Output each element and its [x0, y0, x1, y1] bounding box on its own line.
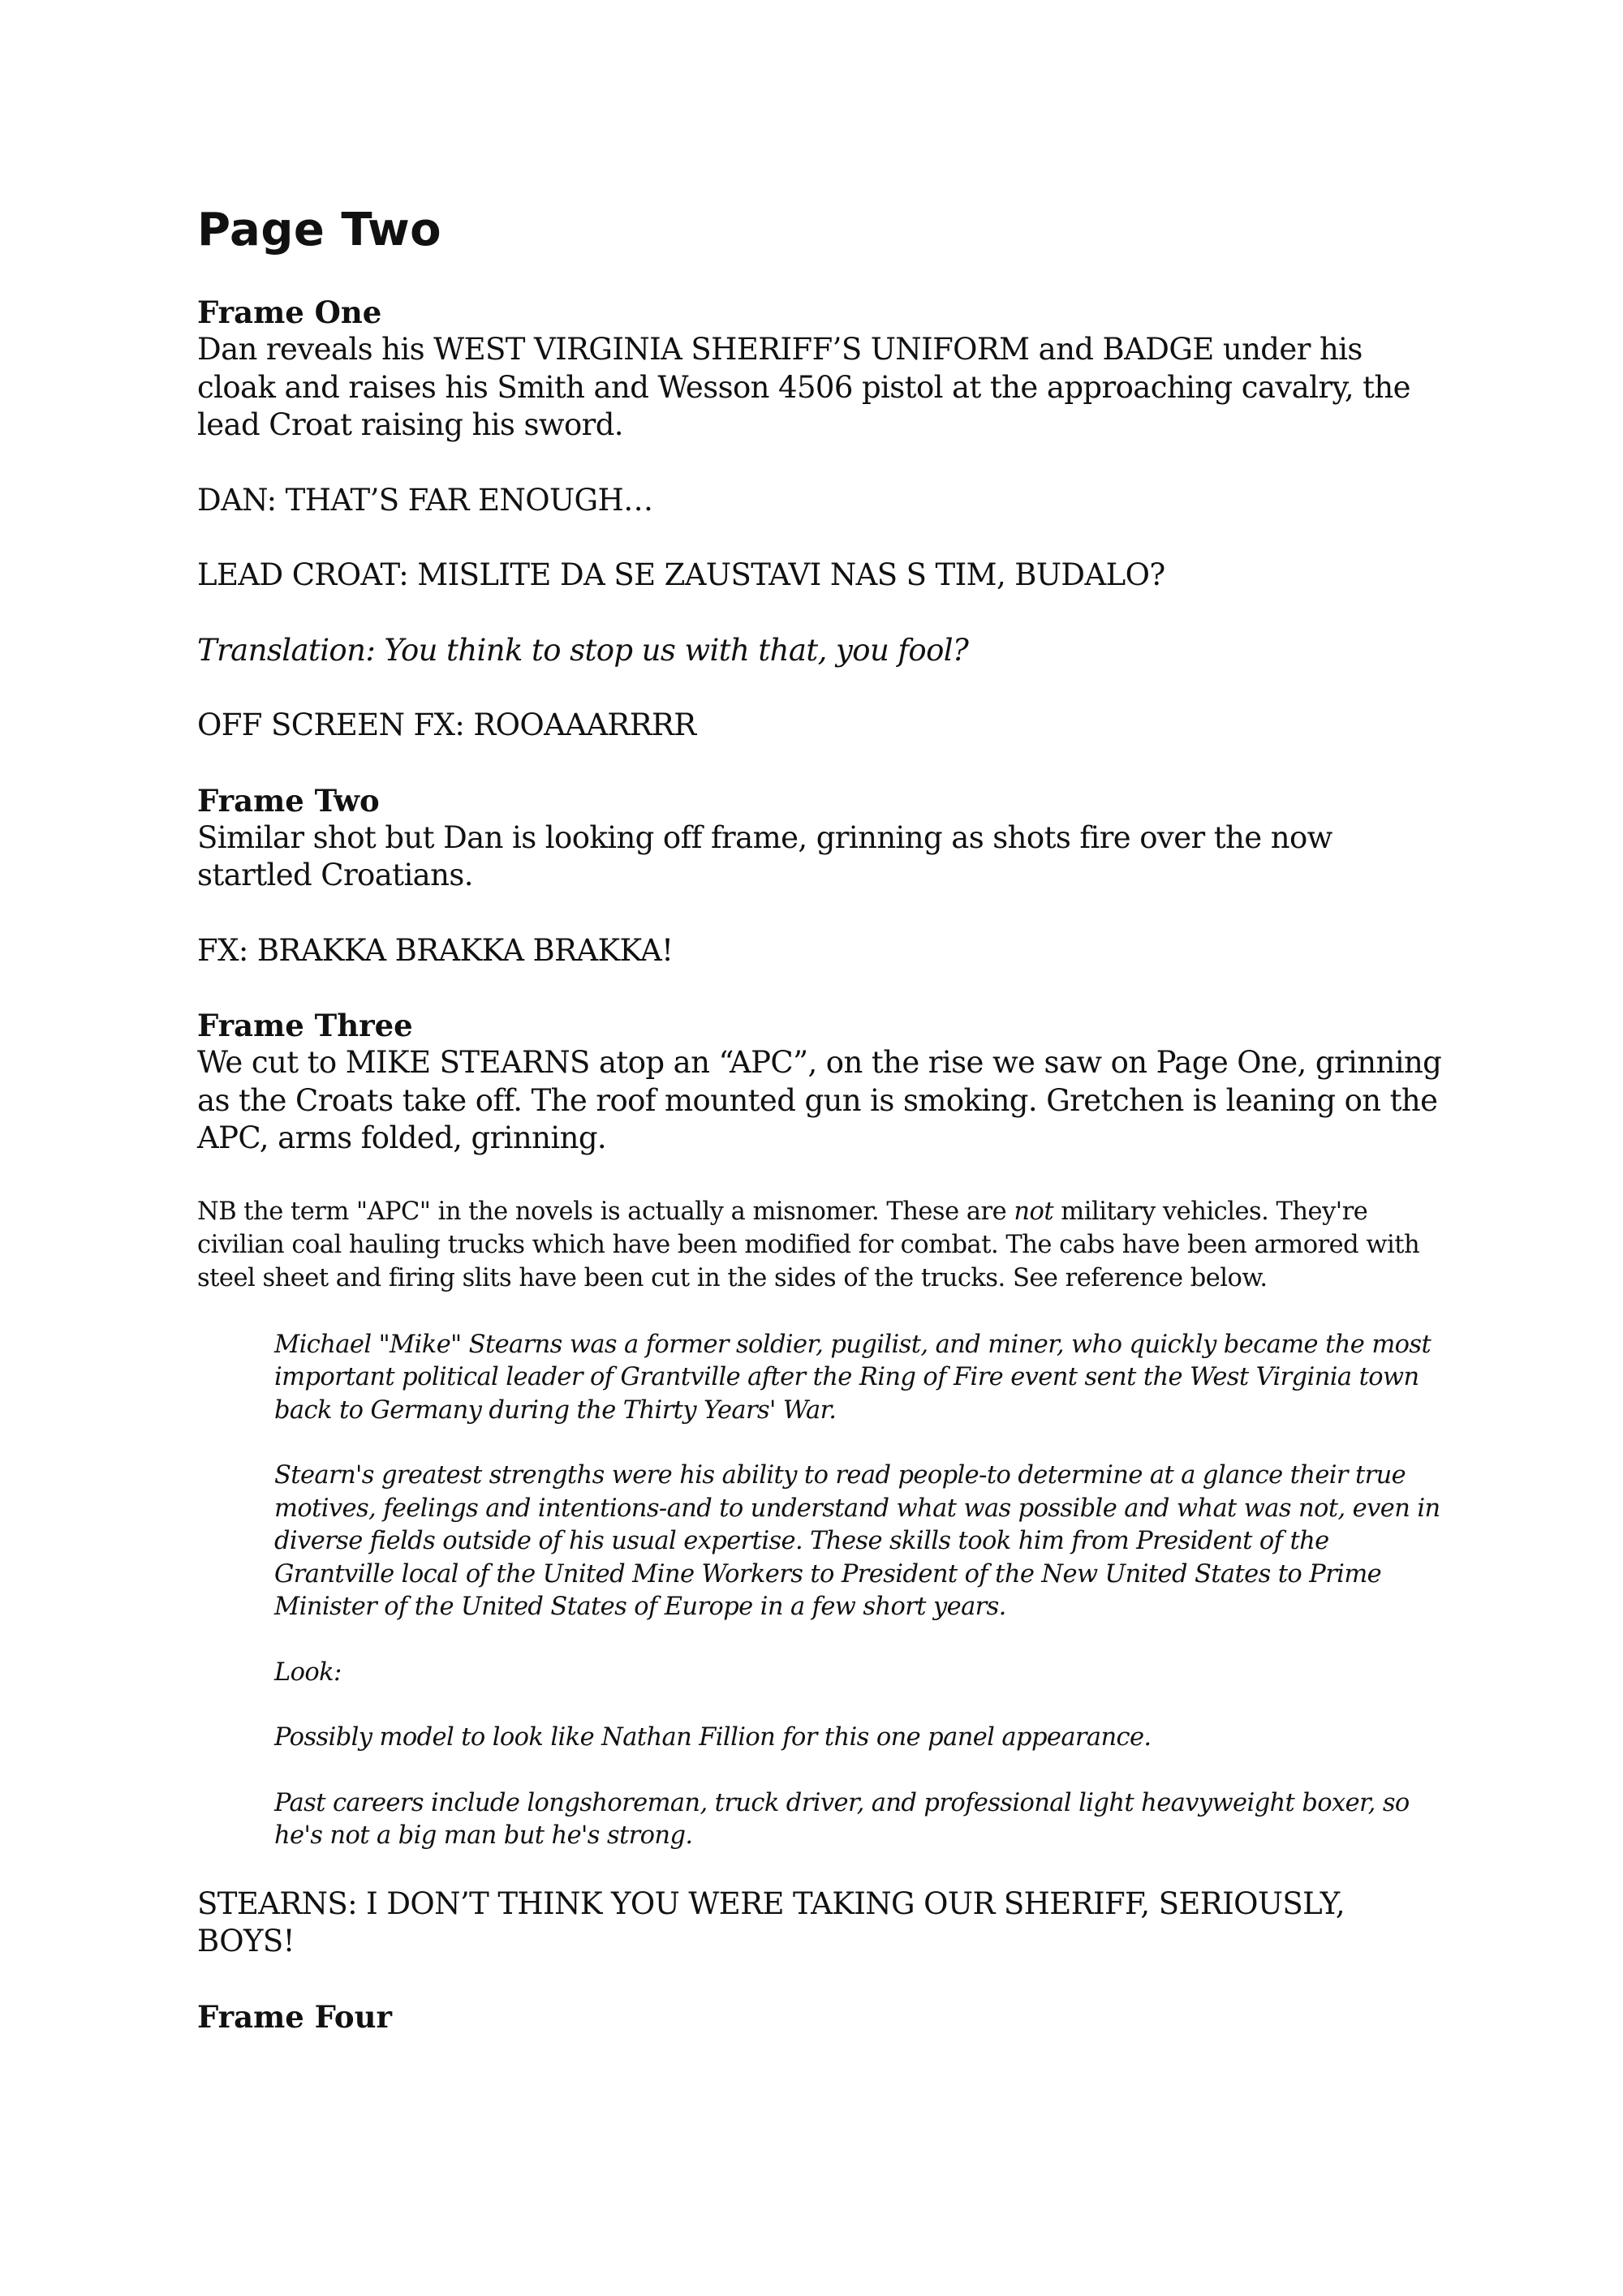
note-text-end: military vehicles. They're civilian coal hauling trucks which have been modified for combat. The cabs have been armored with steel sheet and firing slits have been cut in the sides of the trucks. See reference below.: [197, 1197, 1420, 1292]
page-title: Page Two: [197, 204, 442, 256]
frame-three-heading: Frame Three: [197, 1008, 413, 1043]
reference-quote-bio: Michael "Mike" Stearns was a former soldier, pugilist, and miner, who quickly became the most important political leader of Grantville after the Ring of Fire event sent the West Virginia town back to Germany during the Thirty Years' War.: [274, 1330, 1431, 1425]
reference-quote-block: [274, 1329, 1451, 1853]
frame-one-fx: OFF SCREEN FX: ROOAAARRRR: [197, 707, 696, 742]
note-text-start: NB the term "APC" in the novels is actually a misnomer. These are: [197, 1197, 1014, 1226]
look-careers-note: Past careers include longshoreman, truck driver, and professional light heavyweight boxer, so he's not a big man but he's strong.: [274, 1788, 1410, 1850]
frame-three-description: We cut to MIKE STEARNS atop an “APC”, on the rise we saw on Page One, grinning as the Croats take off. The roof mounted gun is smoking. Gretchen is leaning on the APC, arms folded, grinning.: [197, 1045, 1442, 1155]
note-emphasis: not: [1014, 1197, 1054, 1226]
frame-one-dan-line: DAN: THAT’S FAR ENOUGH…: [197, 482, 653, 518]
look-label: Look:: [274, 1658, 342, 1687]
frame-three-note: [197, 1195, 1447, 1295]
reference-quote-strengths: Stearn's greatest strengths were his ability to read people-to determine at a glance their true motives, feelings and intentions-and to understand what was possible and what was not, even in diverse fields outside of his usual expertise. These skills took him from President of the Grantville local of the United Mine Workers to President of the New United States to Prime Minister of the United States of Europe in a few short years.: [274, 1461, 1440, 1621]
frame-two-fx: FX: BRAKKA BRAKKA BRAKKA!: [197, 932, 674, 968]
frame-four-section: [197, 1998, 1447, 2036]
frame-two-description: Similar shot but Dan is looking off frame, grinning as shots fire over the now startled Croatians.: [197, 819, 1332, 892]
frame-two-section: [197, 782, 1447, 970]
frame-one-description: Dan reveals his WEST VIRGINIA SHERIFF’S UNIFORM and BADGE under his cloak and raises his Smith and Wesson 4506 pistol at the approaching cavalry, the lead Croat raising his sword.: [197, 332, 1410, 442]
frame-three-stearns-line: STEARNS: I DON’T THINK YOU WERE TAKING OUR SHERIFF, SERIOUSLY, BOYS!: [197, 1885, 1345, 1958]
frame-three-section: [197, 1007, 1447, 1961]
frame-two-heading: Frame Two: [197, 782, 380, 819]
frame-one-heading: Frame One: [197, 295, 382, 330]
script-page: [197, 201, 1447, 2036]
frame-one-croat-line: LEAD CROAT: MISLITE DA SE ZAUSTAVI NAS S TIM, BUDALO?: [197, 557, 1165, 592]
frame-one-translation: Translation: You think to stop us with that, you fool?: [197, 632, 969, 668]
frame-four-heading: Frame Four: [197, 1998, 392, 2035]
look-model-note: Possibly model to look like Nathan Fillion for this one panel appearance.: [274, 1723, 1152, 1752]
frame-one-section: [197, 294, 1447, 745]
